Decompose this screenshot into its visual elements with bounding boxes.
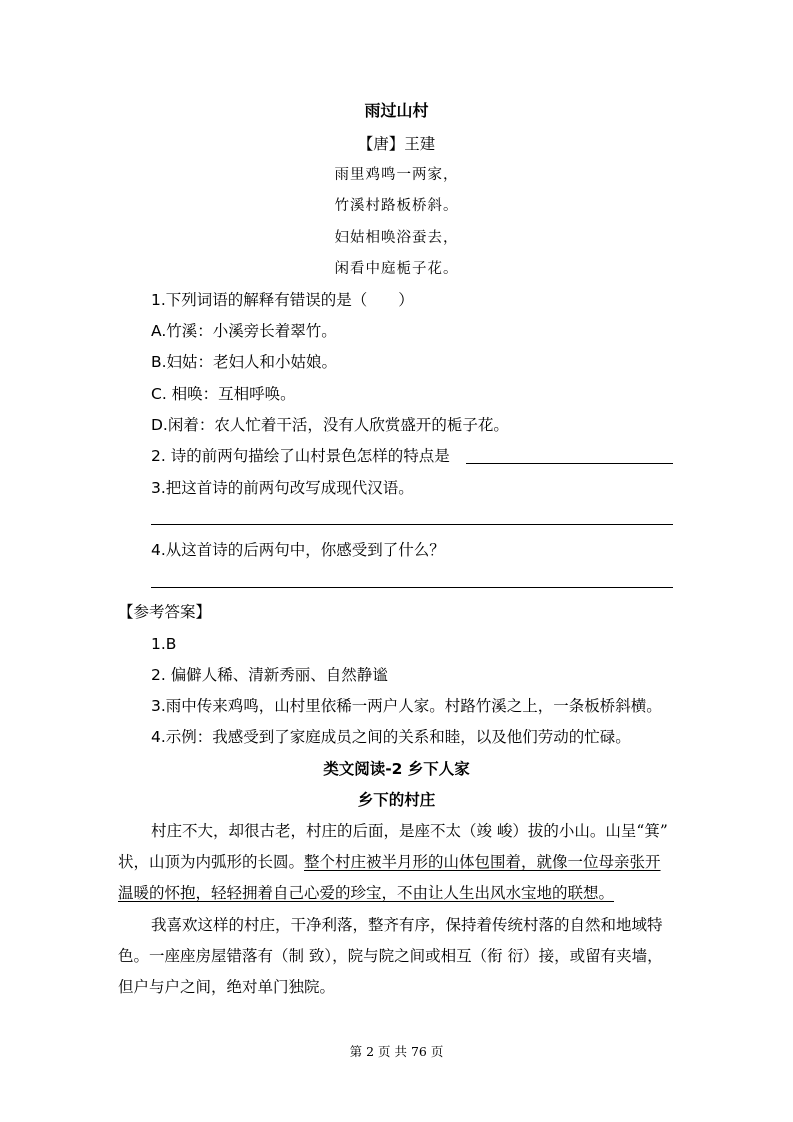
paragraph-line: 色。一座座房屋错落有（制 致），院与院之间或相互（衔 衍）接，或留有夹墙， bbox=[118, 947, 663, 965]
answer-blank-line bbox=[466, 463, 673, 464]
answer-blank-line bbox=[151, 587, 673, 588]
poem-author: 【唐】王建 bbox=[357, 135, 436, 153]
question-2: 2. 诗的前两句描绘了山村景色怎样的特点是 bbox=[151, 447, 450, 465]
article-title: 乡下的村庄 bbox=[357, 791, 436, 809]
answer-item: 3.雨中传来鸡鸣，山村里依稀一两户人家。村路竹溪之上，一条板桥斜横。 bbox=[151, 697, 662, 715]
poem-line: 雨里鸡鸣一两家， bbox=[334, 167, 459, 183]
option-a: A.竹溪：小溪旁长着翠竹。 bbox=[151, 322, 337, 340]
paragraph-text: 状，山顶为内弧形的长圆。 bbox=[118, 853, 305, 871]
poem-line: 妇姑相唤浴蚕去， bbox=[334, 230, 459, 246]
option-c: C. 相唤：互相呼唤。 bbox=[151, 385, 296, 403]
paragraph-line bbox=[118, 852, 661, 872]
section-title: 类文阅读-2 乡下人家 bbox=[323, 760, 470, 778]
option-b: B.妇姑：老妇人和小姑娘。 bbox=[151, 353, 338, 371]
poem-line: 竹溪村路板桥斜。 bbox=[334, 198, 459, 214]
answer-item: 4.示例：我感受到了家庭成员之间的关系和睦，以及他们劳动的忙碌。 bbox=[151, 728, 631, 746]
paragraph-line: 村庄不大，却很古老，村庄的后面，是座不太（竣 峻）拔的小山。山呈“箕” bbox=[151, 822, 668, 840]
underlined-sentence: 温暖的怀抱，轻轻拥着自己心爱的珍宝，不由让人生出风水宝地的联想。 bbox=[118, 884, 615, 902]
poem-line: 闲看中庭栀子花。 bbox=[334, 261, 459, 277]
paragraph-line: 我喜欢这样的村庄，干净利落，整齐有序，保持着传统村落的自然和地域特 bbox=[151, 916, 663, 934]
question-4: 4.从这首诗的后两句中，你感受到了什么？ bbox=[151, 541, 445, 559]
answer-item: 2. 偏僻人稀、清新秀丽、自然静谧 bbox=[151, 666, 388, 684]
answers-heading: 【参考答案】 bbox=[118, 603, 212, 621]
question-1: 1.下列词语的解释有错误的是（ ） bbox=[151, 291, 414, 309]
poem-title: 雨过山村 bbox=[364, 101, 429, 120]
question-3: 3.把这首诗的前两句改写成现代汉语。 bbox=[151, 479, 414, 497]
underlined-sentence: 整个村庄被半月形的山体包围着，就像一位母亲张开 bbox=[304, 853, 661, 871]
option-d: D.闲着：农人忙着干活，没有人欣赏盛开的栀子花。 bbox=[151, 416, 509, 434]
paragraph-line: 但户与户之间，绝对单门独院。 bbox=[118, 978, 336, 996]
page-footer: 第 2 页 共 76 页 bbox=[349, 1044, 444, 1059]
answer-blank-line bbox=[151, 524, 673, 525]
answer-item: 1.B bbox=[151, 635, 177, 653]
